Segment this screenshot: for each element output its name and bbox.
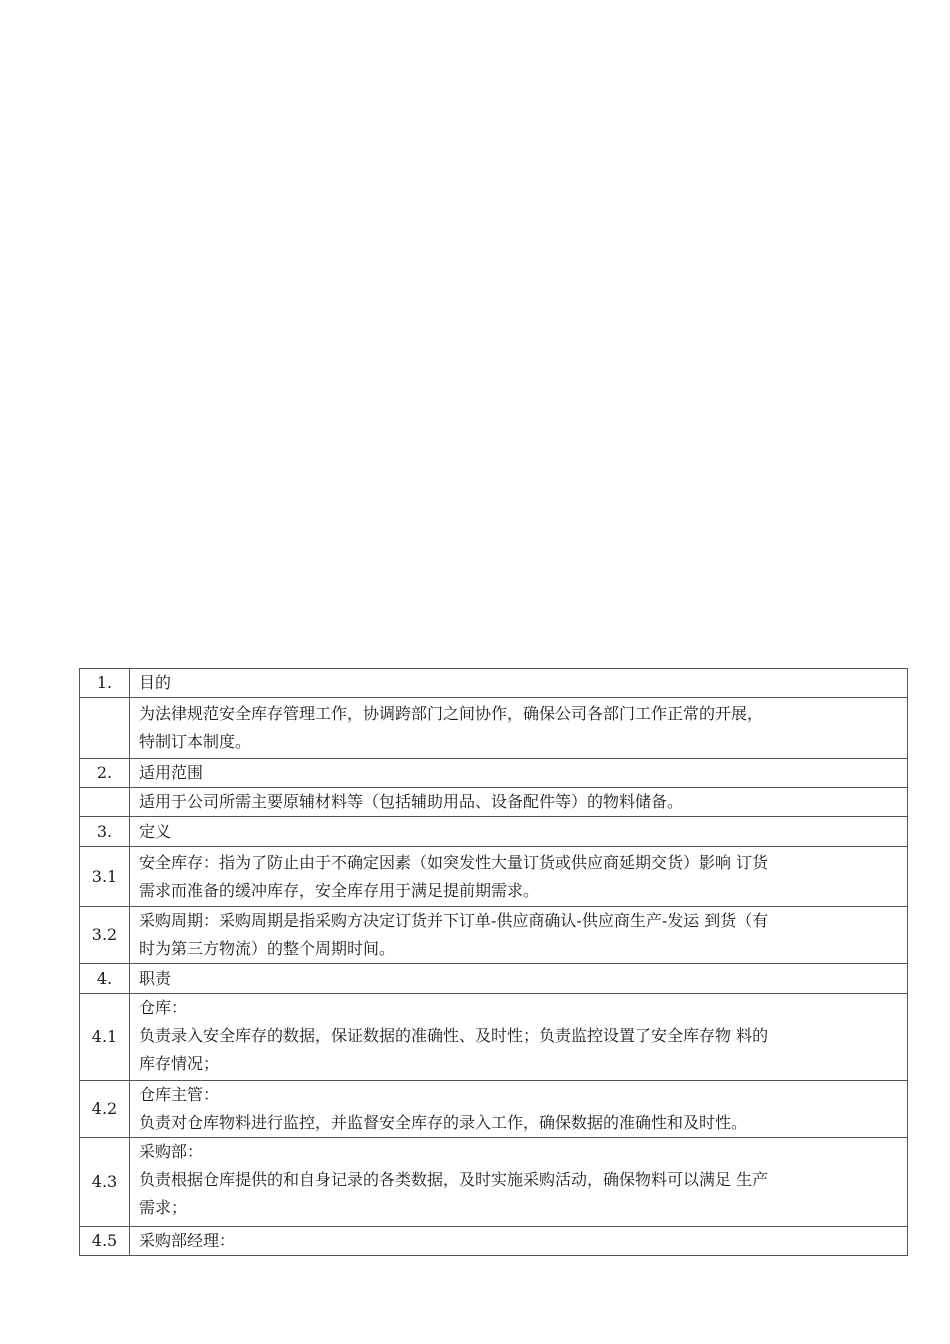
text-line: 为法律规范安全库存管理工作，协调跨部门之间协作，确保公司各部门工作正常的开展，	[139, 704, 764, 723]
table-row	[80, 698, 908, 759]
section-number: 4.2	[80, 1081, 130, 1138]
responsibility-warehouse-supervisor	[130, 1081, 908, 1138]
section-number: 2.	[80, 759, 130, 788]
section-body	[130, 698, 908, 759]
text-line: 安全库存：指为了防止由于不确定因素（如突发性大量订货或供应商延期交货）影响 订货	[139, 852, 769, 872]
section-number: 3.	[80, 817, 130, 847]
text-line: 目的	[139, 673, 172, 692]
table-row	[80, 847, 908, 907]
table-row	[80, 788, 908, 817]
table-row	[80, 759, 908, 788]
text-line: 时为第三方物流）的整个周期时间。	[139, 939, 396, 958]
table-row	[80, 817, 908, 847]
text-line: 特制订本制度。	[139, 732, 252, 751]
responsibility-purchasing	[130, 1138, 908, 1227]
responsibility-purchasing-manager	[130, 1227, 908, 1256]
section-heading	[130, 964, 908, 994]
text-line: 采购周期：采购周期是指采购方决定订货并下订单-供应商确认-供应商生产-发运 到货（有	[139, 911, 769, 930]
text-line: 负责根据仓库提供的和自身记录的各类数据，及时实施采购活动，确保物料可以满足 生产	[139, 1170, 769, 1189]
section-number: 4.5	[80, 1227, 130, 1256]
section-body	[130, 788, 908, 817]
procedure-table	[79, 668, 908, 1256]
table-row	[80, 964, 908, 994]
table-row	[80, 1138, 908, 1227]
text-line: 负责录入安全库存的数据，保证数据的准确性、及时性；负责监控设置了安全库存物 料的	[139, 1026, 769, 1045]
section-number: 4.	[80, 964, 130, 994]
text-line: 仓库：	[139, 998, 188, 1017]
text-line: 需求而准备的缓冲库存，安全库存用于满足提前期需求。	[139, 880, 540, 900]
definition-procurement-cycle	[130, 907, 908, 964]
text-line: 采购部：	[139, 1142, 204, 1161]
section-number: 4.1	[80, 994, 130, 1081]
table-row	[80, 907, 908, 964]
table-row	[80, 669, 908, 698]
section-number: 3.2	[80, 907, 130, 964]
responsibility-warehouse	[130, 994, 908, 1081]
section-number	[80, 788, 130, 817]
text-line: 采购部经理：	[139, 1231, 236, 1250]
text-line: 仓库主管：	[139, 1085, 220, 1104]
text-line: 适用于公司所需主要原辅材料等（包括辅助用品、设备配件等）的物料储备。	[139, 792, 684, 811]
text-line: 适用范围	[139, 763, 204, 782]
section-heading	[130, 817, 908, 847]
table-row	[80, 1227, 908, 1256]
text-line: 需求；	[139, 1198, 188, 1217]
section-number: 1.	[80, 669, 130, 698]
text-line: 定义	[139, 821, 172, 841]
section-heading	[130, 759, 908, 788]
table-row	[80, 1081, 908, 1138]
section-number	[80, 698, 130, 759]
text-line: 库存情况；	[139, 1054, 220, 1073]
definition-safety-stock	[130, 847, 908, 907]
text-line: 职责	[139, 968, 172, 988]
section-number: 4.3	[80, 1138, 130, 1227]
text-line: 负责对仓库物料进行监控，并监督安全库存的录入工作，确保数据的准确性和及时性。	[139, 1113, 748, 1132]
section-number: 3.1	[80, 847, 130, 907]
table-row	[80, 994, 908, 1081]
section-heading	[130, 669, 908, 698]
